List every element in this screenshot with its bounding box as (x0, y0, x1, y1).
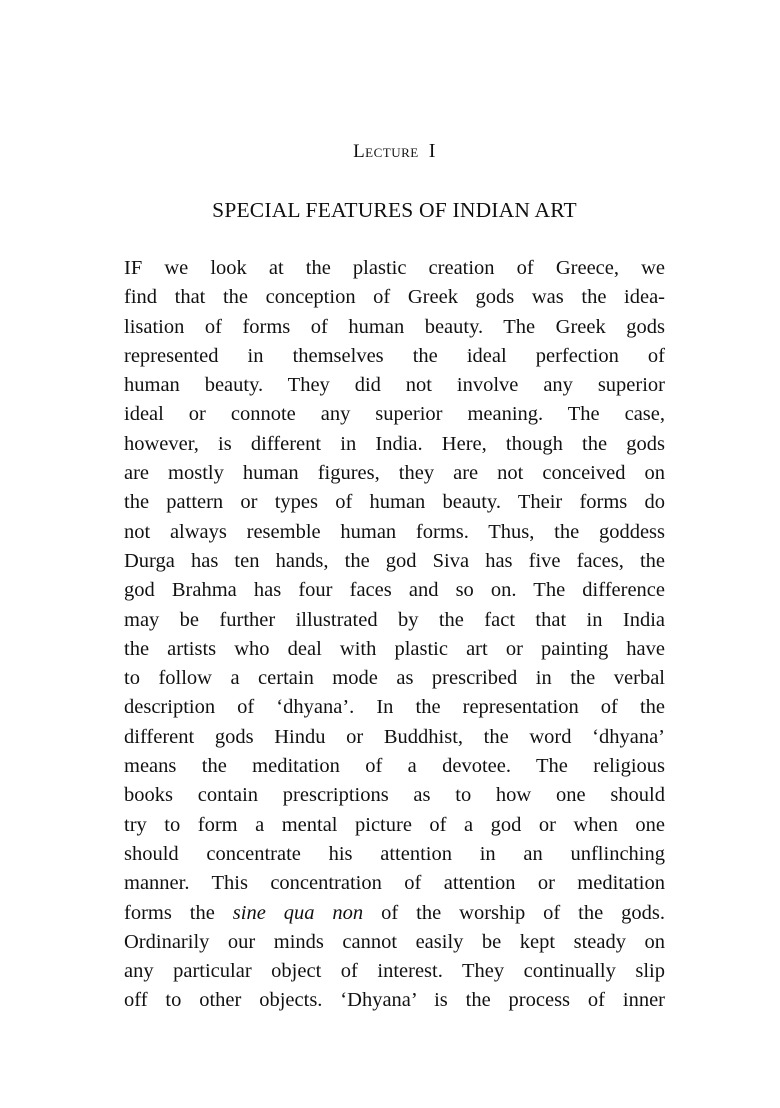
italic-phrase: sine qua non (232, 901, 364, 924)
text-line: means the meditation of a devotee. The religious (124, 755, 665, 778)
text-line: Ordinarily our minds cannot easily be kept steady on (124, 930, 665, 953)
text-line: lisation of forms of human beauty. The Greek gods (124, 315, 665, 338)
text-line: are mostly human figures, they are not conceived on (124, 462, 665, 485)
text-line: off to other objects. ‘Dhyana’ is the process of inner (124, 989, 665, 1012)
body-paragraph (124, 254, 665, 1016)
text-line: may be further illustrated by the fact that in India (124, 608, 665, 631)
lecture-label: Lecture (353, 141, 419, 162)
text-line: manner. This concentration of attention or meditation (124, 872, 665, 895)
chapter-title: SPECIAL FEATURES OF INDIAN ART (212, 198, 577, 222)
text-line: different gods Hindu or Buddhist, the word ‘dhyana’ (124, 725, 665, 748)
text-line: find that the conception of Greek gods was the idea- (124, 286, 665, 309)
lecture-number: I (428, 140, 436, 162)
text-line: god Brahma has four faces and so on. The difference (124, 579, 665, 602)
text-line: should concentrate his attention in an unflinching (124, 842, 665, 865)
text-line: description of ‘dhyana’. In the representation of the (124, 696, 665, 719)
text-line: ideal or connote any superior meaning. The case, (124, 403, 665, 426)
text-line: books contain prescriptions as to how one should (124, 784, 665, 807)
lecture-heading (124, 140, 665, 163)
text-line-with-italic (124, 899, 665, 928)
text-line: human beauty. They did not involve any superior (124, 374, 665, 397)
text-line: represented in themselves the ideal perfection of (124, 344, 665, 367)
text-line: to follow a certain mode as prescribed in the verbal (124, 667, 665, 690)
text-line: not always resemble human forms. Thus, the goddess (124, 520, 665, 543)
text-line: the pattern or types of human beauty. Their forms do (124, 491, 665, 514)
text-line: however, is different in India. Here, though the gods (124, 432, 665, 455)
text-line: try to form a mental picture of a god or when one (124, 813, 665, 836)
text-line: the artists who deal with plastic art or painting have (124, 637, 665, 660)
text-line: IF we look at the plastic creation of Greece, we (124, 257, 665, 279)
text-line: any particular object of interest. They continually slip (124, 960, 665, 983)
text-segment: of the worship of the gods. (363, 901, 665, 924)
text-line: Durga has ten hands, the god Siva has five faces, the (124, 549, 665, 572)
text-segment: forms the (124, 901, 233, 924)
